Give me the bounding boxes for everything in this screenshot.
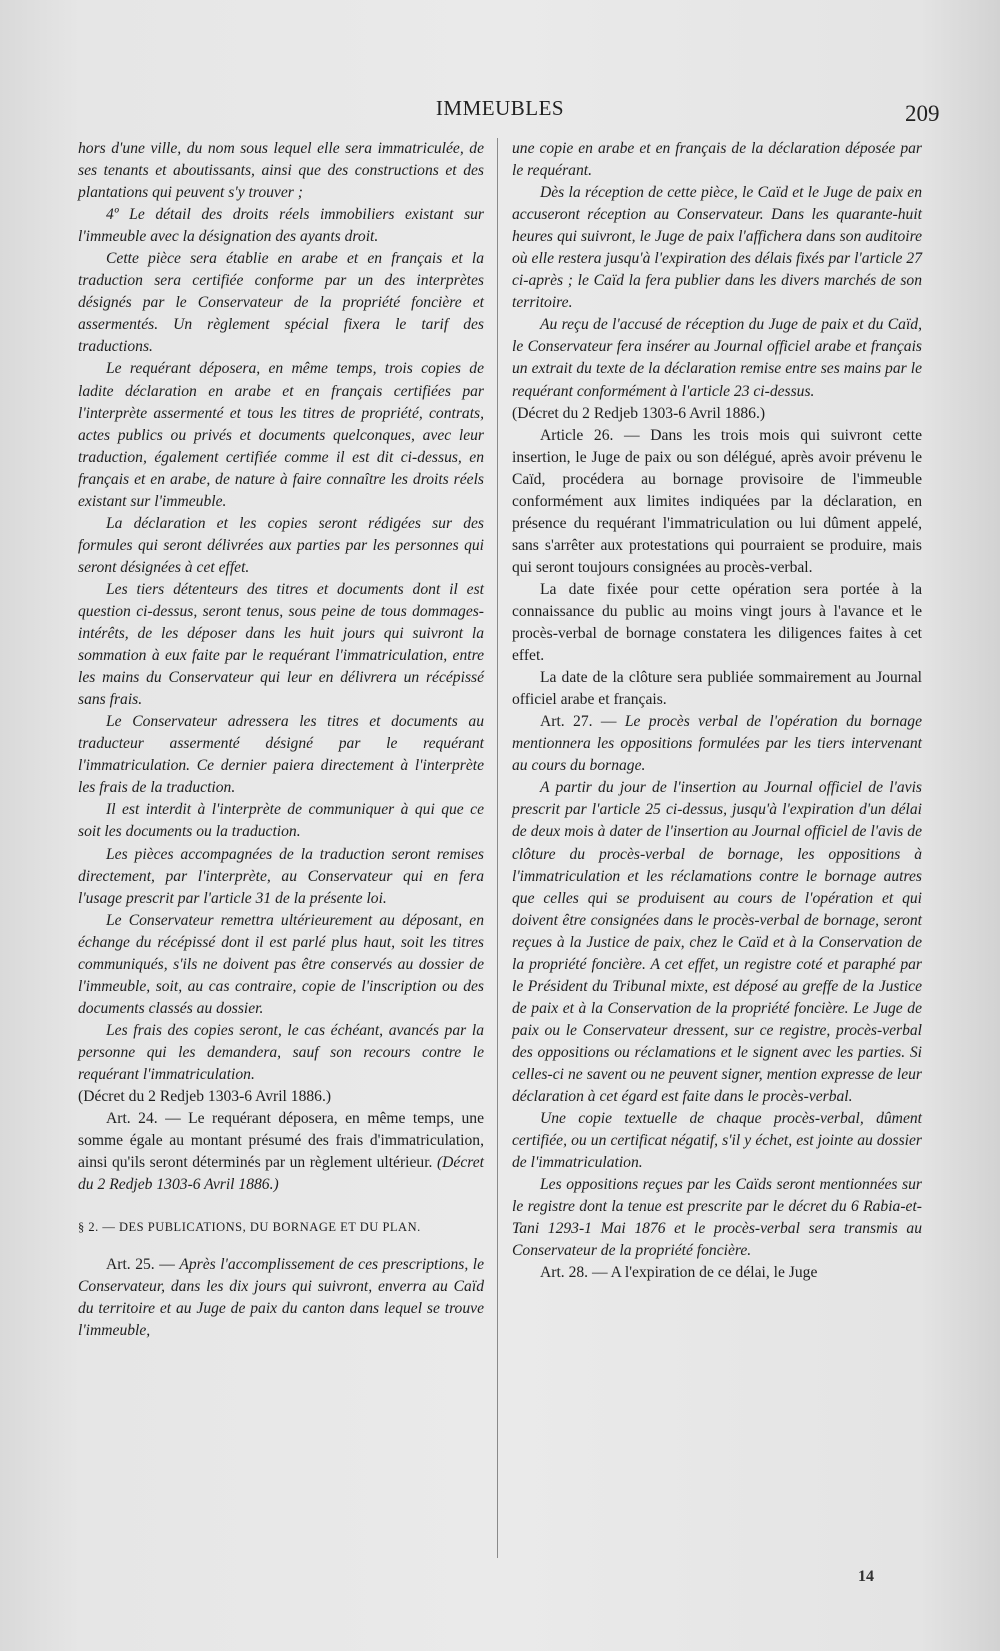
article-26: Article 26. — Dans les trois mois qui suivront cette insertion, le Juge de paix ou son délégué, après avoir prévenu le Caïd, procédera au bornage provisoire de l'immeuble conformément aux limites indiquées par la déclaration, en présence du requérant l'immatriculation ou lui dûment appelé, sans s'arrêter aux protestations qui pourraient se produire, mais qui seront toujours consignées au procès-verbal. [512,426,922,576]
section-heading: § 2. — DES PUBLICATIONS, DU BORNAGE ET DU PLAN. [78,1220,421,1235]
paragraph: Le Conservateur adressera les titres et documents au traducteur assermenté désigné par le requérant l'immatriculation. Ce dernier paiera directement à l'interprète les frais de la traduction. [78,713,484,797]
article-text: Le procès verbal de l'opération du bornage mentionnera les oppositions formulées par les tiers intervenant au cours du bornage. [512,713,922,775]
decree-reference: (Décret du 2 Redjeb 1303-6 Avril 1886.) [512,404,766,422]
paragraph: Une copie textuelle de chaque procès-verbal, dûment certifiée, ou un certificat négatif, s'il y échet, est jointe au dossier de l'immatriculation. [512,1110,922,1172]
decree-reference: (Décret du 2 Redjeb 1303-6 Avril 1886.) [78,1088,332,1106]
article-25 [78,1254,484,1342]
paragraph: Au reçu de l'accusé de réception du Juge de paix et du Caïd, le Conservateur fera insérer au Journal officiel arabe et français un extrait du texte de la déclaration remise entre ses mains par le requérant conformément à l'article 23 ci-dessus. [512,316,922,400]
paragraph: A partir du jour de l'insertion au Journal officiel de l'avis prescrit par l'article 25 ci-dessus, jusqu'à l'expiration d'un délai de deux mois à dater de l'insertion au Journal officiel de l'avis de clôture du procès-verbal de bornage, les oppositions à l'immatriculation et les réclamations contre le bornage autres que celles qui se produisent au cours de l'opération et qui doivent être consignées dans le procès-verbal de bornage, seront reçues à la Justice de paix, chez le Caïd et à la Conservation de la propriété foncière. A cet effet, un registre coté et paraphé par le Président du Tribunal mixte, est déposé au greffe de la Justice de paix et à la Conservation de la propriété foncière. Le Juge de paix ou le Conservateur dressent, sur ce registre, procès-verbal des oppositions ou réclamations et le signent avec les parties. Si celles-ci ne savent ou ne peuvent signer, mention expresse de leur déclaration à cet égard est faite dans le procès-verbal. [512,779,922,1106]
paragraph: La date de la clôture sera publiée sommairement au Journal officiel arabe et français. [512,669,922,709]
paragraph: Cette pièce sera établie en arabe et en français et la traduction sera certifiée conforme par un des interprètes désignés par le Conservateur de la propriété foncière et assermentés. Un règlement spécial fixera le tarif des traductions. [78,250,484,356]
paragraph: hors d'une ville, du nom sous lequel elle sera immatriculée, de ses tenants et aboutissants, ainsi que des constructions et des plantations qui peuvent s'y trouver ; [78,140,484,202]
paragraph: La déclaration et les copies seront rédigées sur des formules qui seront délivrées aux parties par les personnes qui seront désignées à cet effet. [78,514,484,576]
article-27 [512,711,922,777]
paragraph: Les oppositions reçues par les Caïds seront mentionnées sur le registre dont la tenue est prescrite par le décret du 6 Rabia-et-Tani 1293-1 Mai 1876 et le procès-verbal sera transmis au Conservateur de la propriété foncière. [512,1176,922,1260]
paragraph: Dès la réception de cette pièce, le Caïd et le Juge de paix en accuseront réception au Conservateur. Dans les quarante-huit heures qui suivront, le Juge de paix l'affichera dans son auditoire où elle restera jusqu'à l'expiration des délais fixés par l'article 27 ci-après ; le Caïd la fera publier dans les divers marchés de son territoire. [512,184,922,312]
article-label: Art. 27. — [540,713,625,731]
right-column [512,138,922,1284]
article-text: A l'expiration de ce délai, le Juge [610,1264,818,1282]
page-number: 209 [905,101,940,126]
paragraph: Il est interdit à l'interprète de communiquer à qui que ce soit les documents ou la traduction. [78,801,484,841]
article-label: Art. 28. — [540,1264,611,1282]
paragraph: Le Conservateur remettra ultérieurement au déposant, en échange du récépissé dont il est parlé plus haut, soit les titres communiqués, s'ils ne doivent pas être conservés au dossier de l'immeuble, soit, au cas contraire, copie de l'inscription ou des documents classés au dossier. [78,911,484,1017]
paragraph: 4º Le détail des droits réels immobiliers existant sur l'immeuble avec la désignation des ayants droit. [78,206,484,246]
decree-reference: (Décret du 2 Redjeb 1303-6 Avril 1886.) [78,1154,484,1194]
article-label: Art. 25. — [106,1256,180,1274]
paragraph: La date fixée pour cette opération sera portée à la connaissance du public au moins vingt jours à l'avance et le procès-verbal de bornage constatera les diligences faites à cet effet. [512,580,922,665]
paragraph: Le requérant déposera, en même temps, trois copies de ladite déclaration en arabe et en français certifiées par l'interprète assermenté et tous les titres de propriété, contrats, actes publics ou privés et documents quelconques, avec leur traduction, également certifiée comme il est dit ci-dessus, en français et en arabe, de nature à faire connaître les droits réels existant sur l'immeuble. [78,360,484,510]
article-28 [512,1262,922,1284]
paragraph: une copie en arabe et en français de la déclaration déposée par le requérant. [512,140,922,180]
paragraph: Les pièces accompagnées de la traduction seront remises directement, par l'interprète, au Conservateur qui en fera l'usage prescrit par l'article 31 de la présente loi. [78,845,484,907]
left-column [78,138,484,1342]
article-24 [78,1108,484,1196]
paragraph: Les frais des copies seront, le cas échéant, avancés par la personne qui les demandera, sauf son recours contre le requérant l'immatriculation. [78,1021,484,1083]
running-title: IMMEUBLES [435,96,565,120]
article-text: Après l'accomplissement de ces prescriptions, le Conservateur, dans les dix jours qui suivront, enverra au Caïd du territoire et au Juge de paix du canton dans lequel se trouve l'immeuble, [78,1256,484,1340]
article-label: Art. 24. — [106,1110,189,1128]
signature-mark: 14 [858,1568,874,1585]
column-divider [497,138,498,1558]
paragraph: Les tiers détenteurs des titres et documents dont il est question ci-dessus, seront tenus, sous peine de tous dommages-intérêts, de les déposer dans les huit jours qui suivront la sommation à eux faite par le requérant l'immatriculation, entre les mains du Conservateur qui leur en délivrera un récépissé sans frais. [78,580,484,709]
article-text: Le requérant déposera, en même temps, une somme égale au montant présumé des frais d'immatriculation, ainsi qu'ils seront déterminés par un règlement ultérieur. [78,1110,484,1172]
